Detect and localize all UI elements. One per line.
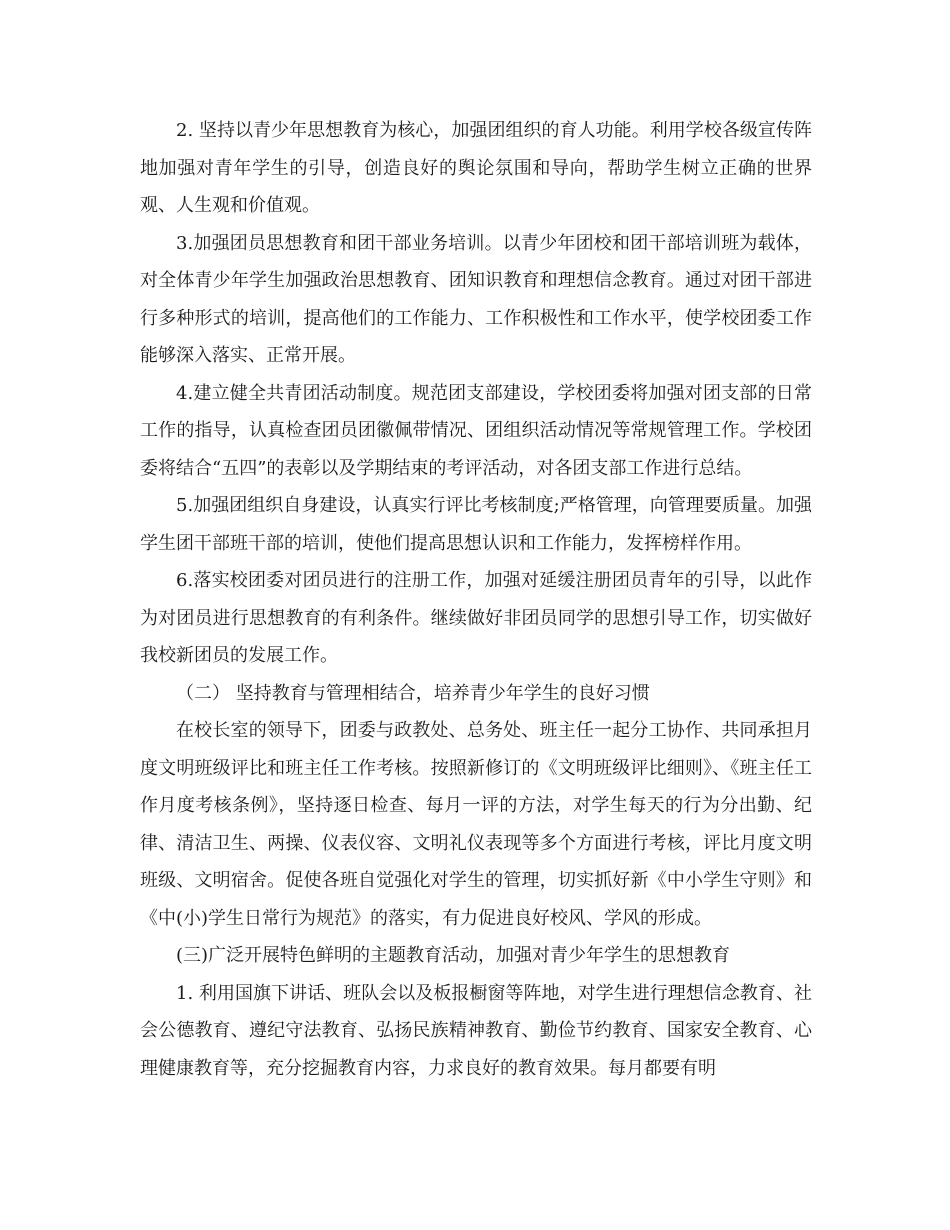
paragraph-item-5: 5.加强团组织自身建设，认真实行评比考核制度;严格管理，向管理要质量。加强学生团干部班干部的培训，使他们提高思想认识和工作能力，发挥榜样作用。 bbox=[140, 495, 812, 554]
paragraph-item-4: 4.建立健全共青团活动制度。规范团支部建设，学校团委将加强对团支部的日常工作的指导，认真检查团员团徽佩带情况、团组织活动情况等常规管理工作。学校团委将结合“五四”的表彰以及学期结束的考评活动，对各团支部工作进行总结。 bbox=[140, 382, 812, 479]
paragraph-item-6: 6.落实校团委对团员进行的注册工作，加强对延缓注册团员青年的引导，以此作为对团员进行思想教育的有利条件。继续做好非团员同学的思想引导工作，切实做好我校新团员的发展工作。 bbox=[140, 570, 812, 666]
section-3-item-1: 1. 利用国旗下讲话、班队会以及板报橱窗等阵地，对学生进行理想信念教育、社会公德教育、遵纪守法教育、弘扬民族精神教育、勤俭节约教育、国家安全教育、心理健康教育等，充分挖掘教育内容，力求良好的教育效果。每月都要有明 bbox=[140, 982, 812, 1079]
section-heading-3: (三)广泛开展特色鲜明的主题教育活动，加强对青少年学生的思想教育 bbox=[176, 945, 731, 966]
document-body bbox=[140, 112, 812, 1087]
section-heading-2: （二） 坚持教育与管理相结合，培养青少年学生的良好习惯 bbox=[176, 682, 650, 704]
paragraph-item-2: 2. 坚持以青少年思想教育为核心，加强团组织的育人功能。利用学校各级宣传阵地加强对青年学生的引导，创造良好的舆论氛围和导向，帮助学生树立正确的世界观、人生观和价值观。 bbox=[140, 120, 812, 216]
section-2-body: 在校长室的领导下，团委与政教处、总务处、班主任一起分工协作、共同承担月度文明班级评比和班主任工作考核。按照新修订的《文明班级评比细则》、《班主任工作月度考核条例》，坚持逐日检查、每月一评的方法，对学生每天的行为分出勤、纪律、清洁卫生、两操、仪表仪容、文明礼仪表现等多个方面进行考核，评比月度文明班级、文明宿舍。促使各班自觉强化对学生的管理，切实抓好新《中小学生守则》和《中(小)学生日常行为规范》的落实，有力促进良好校风、学风的形成。 bbox=[140, 720, 812, 929]
paragraph-item-3: 3.加强团员思想教育和团干部业务培训。以青少年团校和团干部培训班为载体，对全体青少年学生加强政治思想教育、团知识教育和理想信念教育。通过对团干部进行多种形式的培训，提高他们的工作能力、工作积极性和工作水平，使学校团委工作能够深入落实、正常开展。 bbox=[140, 232, 812, 366]
